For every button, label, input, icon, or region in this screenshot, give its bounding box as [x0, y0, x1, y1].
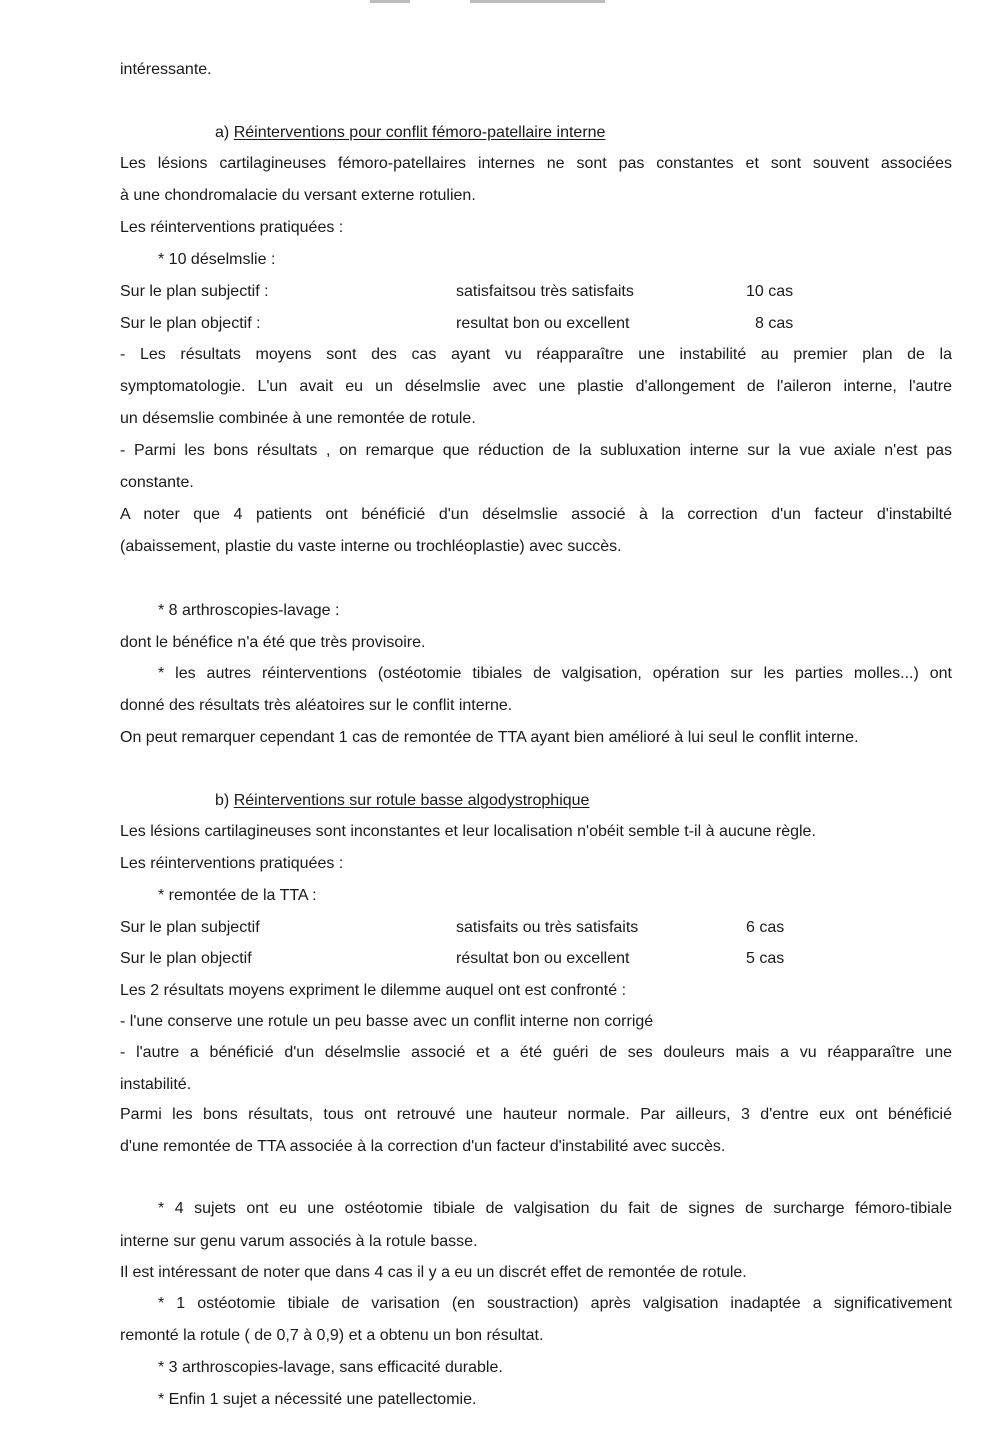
text-line: Il est intéressant de noter que dans 4 cas il y a eu un discrét effet de remontée de rotule. [120, 1264, 747, 1281]
text-line: - l'une conserve une rotule un peu basse avec un conflit interne non corrigé [120, 1013, 654, 1030]
result-count: 8 cas [755, 315, 794, 332]
text-line: un désemslie combinée à une remontée de rotule. [120, 410, 476, 427]
text-line: - l'autre a bénéficié d'un déselmslie associé et a été guéri de ses douleurs mais a vu réapparaître une [120, 1044, 952, 1061]
text-line: d'une remontée de TTA associée à la correction d'un facteur d'instabilité avec succès. [120, 1138, 726, 1155]
result-count: 6 cas [746, 919, 785, 936]
text-line: Les lésions cartilagineuses sont inconstantes et leur localisation n'obéit semble t-il à aucune règle. [120, 823, 816, 840]
bullet-line: * les autres réinterventions (ostéotomie tibiales de valgisation, opération sur les parties molles...) ont [158, 665, 952, 682]
bullet-line: * 8 arthroscopies-lavage : [158, 602, 340, 619]
bullet-line: * 3 arthroscopies-lavage, sans efficacité durable. [158, 1359, 503, 1376]
bullet-line: * 4 sujets ont eu une ostéotomie tibiale de valgisation du fait de signes de surcharge fémoro-tibiale [158, 1200, 952, 1217]
result-value: résultat bon ou excellent [456, 950, 630, 967]
heading-title: Réinterventions sur rotule basse algodystrophique [233, 792, 590, 809]
text-line: A noter que 4 patients ont bénéficié d'un déselmslie associé à la correction d'un facteur d'instabilté [120, 506, 952, 523]
text-line: dont le bénéfice n'a été que très provisoire. [120, 634, 426, 651]
text-line: Les 2 résultats moyens expriment le dilemme auquel ont est confronté : [120, 982, 627, 999]
result-label: Sur le plan subjectif : [120, 283, 269, 300]
bullet-line: * Enfin 1 sujet a nécessité une patellectomie. [158, 1391, 477, 1408]
text-line: On peut remarquer cependant 1 cas de remontée de TTA ayant bien amélioré à lui seul le conflit interne. [120, 729, 859, 746]
text-line: Les réinterventions pratiquées : [120, 855, 344, 872]
section-heading-b [215, 791, 589, 811]
bullet-line: * remontée de la TTA : [158, 887, 317, 904]
result-value: satisfaitsou très satisfaits [456, 283, 634, 300]
text-line: remonté la rotule ( de 0,7 à 0,9) et a obtenu un bon résultat. [120, 1327, 544, 1344]
text-line: interne sur genu varum associés à la rotule basse. [120, 1233, 478, 1250]
text-line: Les réinterventions pratiquées : [120, 219, 344, 236]
heading-prefix: b) [215, 792, 230, 809]
text-line: - Les résultats moyens sont des cas ayant vu réapparaître une instabilité au premier plan de la [120, 346, 952, 363]
text-line: symptomatologie. L'un avait eu un déselmslie avec une plastie d'allongement de l'aileron interne, l'autre [120, 378, 952, 395]
text-line: instabilité. [120, 1076, 192, 1093]
text-line: (abaissement, plastie du vaste interne ou trochléoplastie) avec succès. [120, 538, 622, 555]
scan-mark-right [470, 0, 605, 3]
result-label: Sur le plan objectif : [120, 315, 261, 332]
text-line: constante. [120, 474, 194, 491]
result-label: Sur le plan objectif [120, 950, 252, 967]
result-count: 10 cas [746, 283, 794, 300]
text-line: - Parmi les bons résultats , on remarque que réduction de la subluxation interne sur la vue axiale n'est pas [120, 442, 952, 459]
result-count: 5 cas [746, 950, 785, 967]
result-value: satisfaits ou très satisfaits [456, 919, 639, 936]
result-value: resultat bon ou excellent [456, 315, 630, 332]
text-line: Les lésions cartilagineuses fémoro-patellaires internes ne sont pas constantes et sont souvent associées [120, 155, 952, 172]
section-heading-a [215, 123, 605, 143]
text-line: intéressante. [120, 61, 212, 78]
text-line: donné des résultats très aléatoires sur le conflit interne. [120, 697, 513, 714]
result-label: Sur le plan subjectif [120, 919, 260, 936]
text-line: à une chondromalacie du versant externe rotulien. [120, 187, 476, 204]
heading-title: Réinterventions pour conflit fémoro-patellaire interne [233, 124, 606, 141]
bullet-line: * 1 ostéotomie tibiale de varisation (en soustraction) après valgisation inadaptée a significativement [158, 1295, 952, 1312]
heading-prefix: a) [215, 124, 230, 141]
bullet-line: * 10 déselmslie : [158, 251, 276, 268]
text-line: Parmi les bons résultats, tous ont retrouvé une hauteur normale. Par ailleurs, 3 d'entre eux ont bénéficié [120, 1106, 952, 1123]
scan-mark-left [370, 0, 410, 3]
